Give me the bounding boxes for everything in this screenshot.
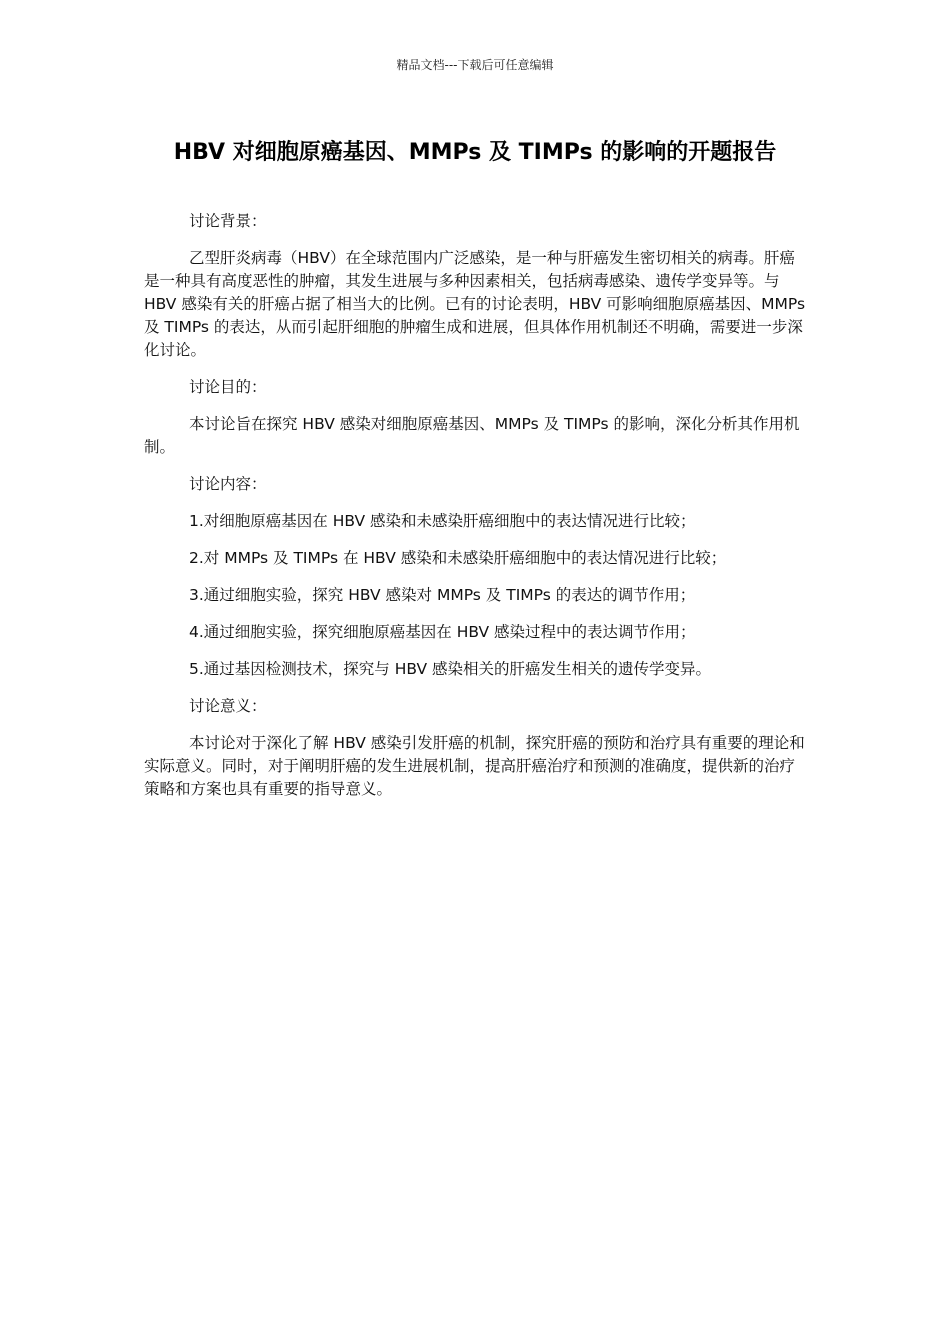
section-text-background: 乙型肝炎病毒（HBV）在全球范围内广泛感染，是一种与肝癌发生密切相关的病毒。肝癌是一种具有高度恶性的肿瘤，其发生进展与多种因素相关，包括病毒感染、遗传学变异等。与 HBV 感染有关的肝癌占据了相当大的比例。已有的讨论表明，HBV 可影响细胞原癌基因、MMPs 及 TIMPs 的表达，从而引起肝细胞的肿瘤生成和进展，但具体作用机制还不明确，需要进一步深化讨论。 <box>144 249 806 359</box>
document-title: HBV 对细胞原癌基因、MMPs 及 TIMPs 的影响的开题报告 <box>173 140 777 165</box>
content-list-item: 4.通过细胞实验，探究细胞原癌基因在 HBV 感染过程中的表达调节作用； <box>189 623 696 641</box>
section-text-significance: 本讨论对于深化了解 HBV 感染引发肝癌的机制，探究肝癌的预防和治疗具有重要的理论和实际意义。同时，对于阐明肝癌的发生进展机制，提高肝癌治疗和预测的准确度，提供新的治疗策略和方案也具有重要的指导意义。 <box>144 734 805 798</box>
content-list-item: 3.通过细胞实验，探究 HBV 感染对 MMPs 及 TIMPs 的表达的调节作用； <box>189 586 696 604</box>
content-list-item: 1.对细胞原癌基因在 HBV 感染和未感染肝癌细胞中的表达情况进行比较； <box>189 512 696 530</box>
content-list-item: 2.对 MMPs 及 TIMPs 在 HBV 感染和未感染肝癌细胞中的表达情况进行比较； <box>189 549 727 567</box>
document-body <box>144 210 807 815</box>
content-list-item: 5.通过基因检测技术，探究与 HBV 感染相关的肝癌发生相关的遗传学变异。 <box>189 660 712 678</box>
section-heading-significance: 讨论意义： <box>189 697 267 715</box>
section-heading-purpose: 讨论目的： <box>189 378 267 396</box>
section-text-purpose: 本讨论旨在探究 HBV 感染对细胞原癌基因、MMPs 及 TIMPs 的影响，深化分析其作用机制。 <box>144 415 800 456</box>
header-note: 精品文档---下载后可任意编辑 <box>396 58 554 72</box>
section-heading-background: 讨论背景： <box>189 212 267 230</box>
section-heading-content: 讨论内容： <box>189 475 267 493</box>
